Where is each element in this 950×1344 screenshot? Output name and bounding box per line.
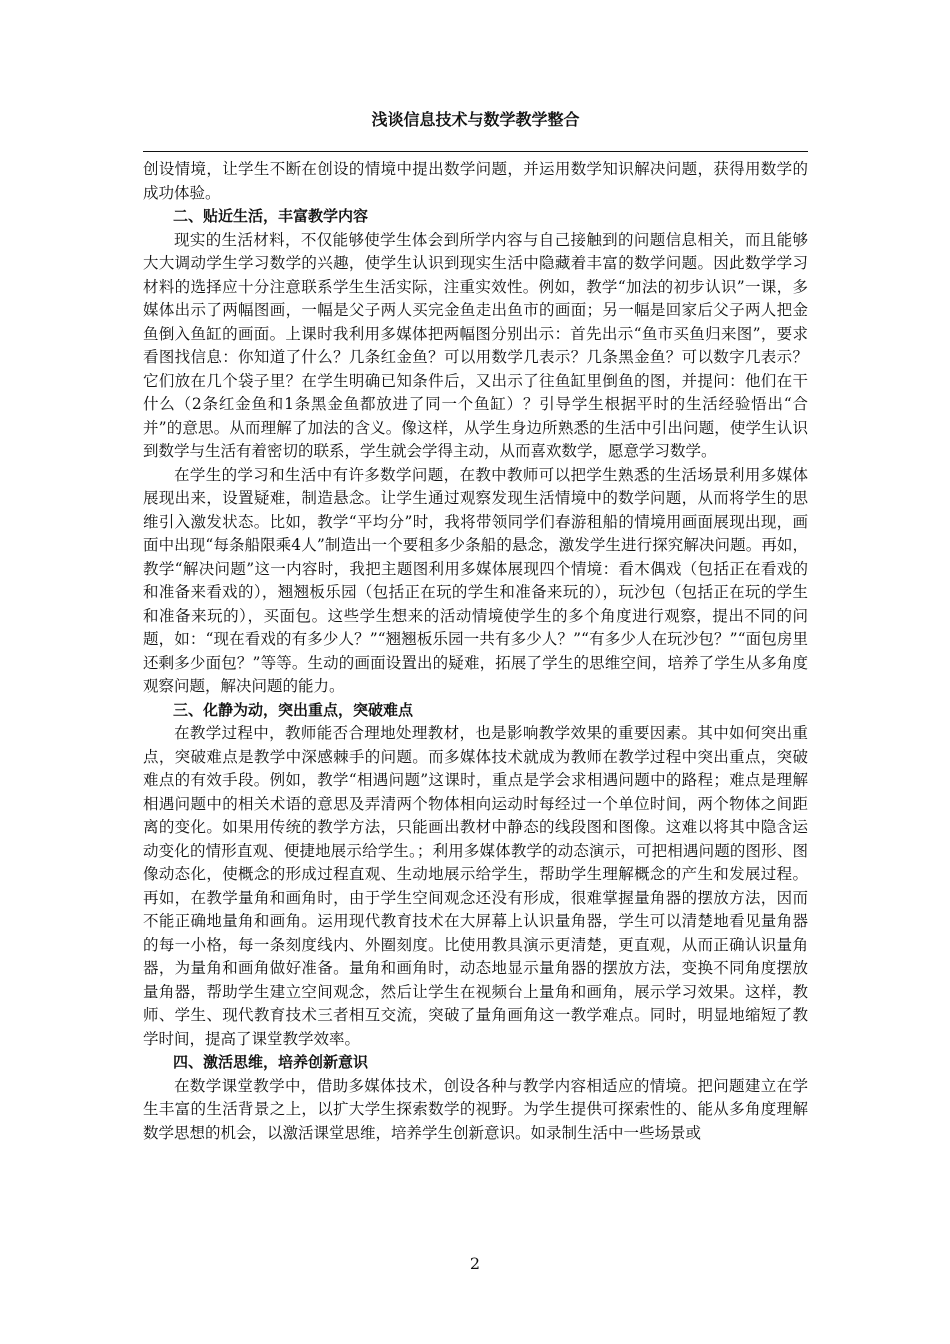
- document-body: [143, 158, 808, 1145]
- paragraph: 创设情境，让学生不断在创设的情境中提出数学问题，并运用数学知识解决问题，获得用数学的成功体验。: [143, 160, 808, 202]
- paragraph: 在学生的学习和生活中有许多数学问题，在教中教师可以把学生熟悉的生活场景利用多媒体展现出来，设置疑难，制造悬念。让学生通过观察发现生活情境中的数学问题，从而将学生的思维引入激发状态。比如，教学“平均分”时，我将带领同学们春游租船的情境用画面展现出现，画面中出现“每条船限乘4人”制造出一个要租多少条船的悬念，激发学生进行探究解决问题。再如，教学“解决问题”这一内容时，我把主题图利用多媒体展现四个情境：看木偶戏（包括正在看戏的和准备来看戏的），翘翘板乐园（包括正在玩的学生和准备来玩的），玩沙包（包括正在玩的学生和准备来玩的），买面包。这些学生想来的活动情境使学生的多个角度进行观察，提出不同的问题，如：“现在看戏的有多少人？”“翘翘板乐园一共有多少人？”“有多少人在玩沙包？”“面包房里还剩多少面包？”等等。生动的画面设置出的疑难，拓展了学生的思维空间，培养了学生从多角度观察问题，解决问题的能力。: [143, 465, 808, 695]
- paragraph: 现实的生活材料，不仅能够使学生体会到所学内容与自己接触到的问题信息相关，而且能够大大调动学生学习数学的兴趣，使学生认识到现实生活中隐藏着丰富的数学问题。因此数学学习材料的选择应十分注意联系学生生活实际，注重实效性。例如，教学“加法的初步认识”一课，多媒体出示了两幅图画，一幅是父子两人买完金鱼走出鱼市的画面；另一幅是回家后父子两人把金鱼倒入鱼缸的画面。上课时我利用多媒体把两幅图分别出示：首先出示“鱼市买鱼归来图”，要求看图找信息：你知道了什么？几条红金鱼？可以用数学几表示？几条黑金鱼？可以数字几表示？它们放在几个袋子里？在学生明确已知条件后，又出示了往鱼缸里倒鱼的图，并提问：他们在干什么（2条红金鱼和1条黑金鱼都放进了同一个鱼缸）？引导学生根据平时的生活经验悟出“合并”的意思。从而理解了加法的含义。像这样，从学生身边所熟悉的生活中引出问题，使学生认识到数学与生活有着密切的联系，学生就会学得主动，从而喜欢数学，愿意学习数学。: [143, 230, 808, 460]
- paragraph: 在数学课堂教学中，借助多媒体技术，创设各种与教学内容相适应的情境。把问题建立在学生丰富的生活背景之上，以扩大学生探索数学的视野。为学生提供可探索性的、能从多角度理解数学思想的机会，以激活课堂思维，培养学生创新意识。如录制生活中一些场景或: [143, 1076, 808, 1142]
- page-number: 2: [469, 1254, 481, 1273]
- section-heading-4: 四、激活思维，培养创新意识: [173, 1053, 369, 1071]
- header-divider: [143, 151, 808, 152]
- paragraph: 在教学过程中，教师能否合理地处理教材，也是影响教学效果的重要因素。其中如何突出重点，突破难点是教学中深感棘手的问题。而多媒体技术就成为教师在教学过程中突出重点，突破难点的有效手段。例如，教学“相遇问题”这课时，重点是学会求相遇问题中的路程；难点是理解相遇问题中的相关术语的意思及弄清两个物体相向运动时每经过一个单位时间，两个物体之间距离的变化。如果用传统的教学方法，只能画出教材中静态的线段图和图像。这难以将其中隐含运动变化的情形直观、便捷地展示给学生。；利用多媒体教学的动态演示，可把相遇问题的图形、图像动态化，使概念的形成过程直观、生动地展示给学生，帮助学生理解概念的产生和发展过程。再如，在教学量角和画角时，由于学生空间观念还没有形成，很难掌握量角器的摆放方法，因而不能正确地量角和画角。运用现代教育技术在大屏幕上认识量角器，学生可以清楚地看见量角器的每一小格，每一条刻度线内、外圈刻度。比使用教具演示更清楚，更直观，从而正确认识量角器，为量角和画角做好准备。量角和画角时，动态地显示量角器的摆放方法，变换不同角度摆放量角器，帮助学生建立空间观念，然后让学生在视频台上量角和画角，展示学习效果。这样，教师、学生、现代教育技术三者相互交流，突破了量角画角这一教学难点。同时，明显地缩短了教学时间，提高了课堂教学效率。: [143, 724, 808, 1048]
- section-heading-2: 二、贴近生活，丰富教学内容: [173, 207, 369, 225]
- page-header-title: 浅谈信息技术与数学教学整合: [371, 110, 580, 129]
- section-heading-3: 三、化静为动，突出重点，突破难点: [173, 700, 414, 719]
